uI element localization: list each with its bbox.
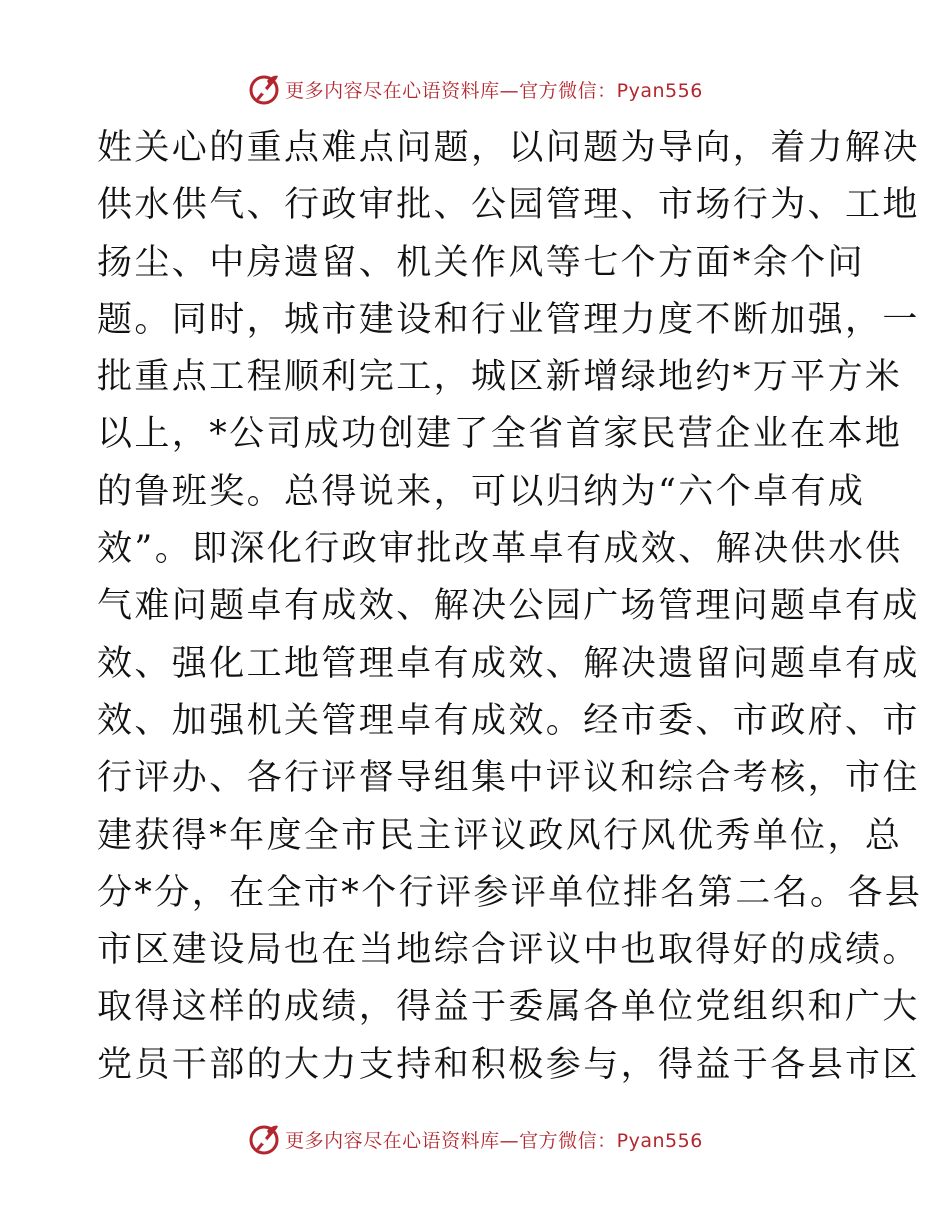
body-line: 供水供气、行政审批、公园管理、市场行为、工地 [97, 185, 920, 226]
footer-text: 更多内容尽在心语资料库—官方微信：Pyan556 [285, 1129, 703, 1152]
body-line: 题。同时，城市建设和行业管理力度不断加强，一 [97, 299, 920, 340]
body-line: 效”。即深化行政审批改革卓有成效、解决供水供 [97, 529, 903, 570]
body-line: 建获得*年度全市民主评议政风行风优秀单位，总 [97, 815, 903, 856]
footer-banner [0, 1122, 950, 1156]
body-line: 党员干部的大力支持和积极参与，得益于各县市区 [97, 1044, 920, 1085]
body-line: 扬尘、中房遗留、机关作风等七个方面*余个问 [97, 242, 865, 283]
body-line: 姓关心的重点难点问题，以问题为导向，着力解决 [97, 128, 920, 168]
body-line: 效、强化工地管理卓有成效、解决遗留问题卓有成 [97, 643, 920, 684]
document-body [97, 120, 923, 1094]
body-line: 的鲁班奖。总得说来，可以归纳为“六个卓有成 [97, 471, 866, 512]
body-line: 以上，*公司成功创建了全省首家民营企业在本地 [97, 414, 903, 455]
header-text: 更多内容尽在心语资料库—官方微信：Pyan556 [285, 79, 703, 102]
body-line: 分*分，在全市*个行评参评单位排名第二名。各县 [97, 872, 923, 913]
header-banner [0, 72, 950, 106]
body-line: 市区建设局也在当地综合评议中也取得好的成绩。 [97, 930, 920, 971]
body-line: 行评办、各行评督导组集中评议和综合考核，市住 [97, 758, 920, 799]
body-line: 效、加强机关管理卓有成效。经市委、市政府、市 [97, 700, 920, 741]
body-line: 气难问题卓有成效、解决公园广场管理问题卓有成 [97, 586, 920, 627]
body-line: 批重点工程顺利完工，城区新增绿地约*万平方米 [97, 357, 903, 398]
body-line: 取得这样的成绩，得益于委属各单位党组织和广大 [97, 987, 920, 1028]
quill-pen-seal-icon [247, 1122, 281, 1156]
quill-pen-seal-icon [247, 72, 281, 106]
